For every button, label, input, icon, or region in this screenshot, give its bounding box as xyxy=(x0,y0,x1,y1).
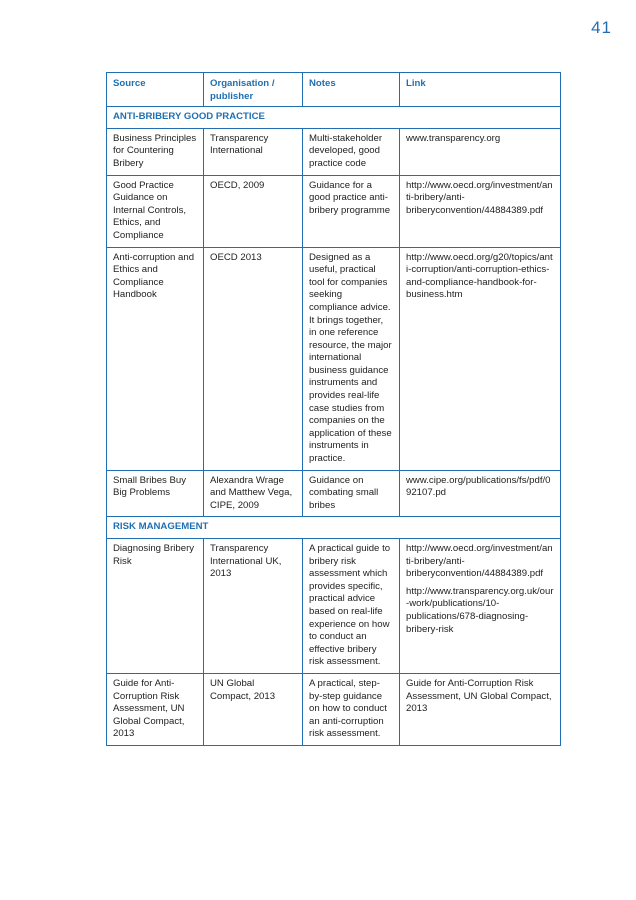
header-organisation: Organisation / publisher xyxy=(204,73,303,107)
section-row xyxy=(107,107,561,129)
header-source: Source xyxy=(107,73,204,107)
table-row xyxy=(107,128,561,175)
notes-cell: Designed as a useful, practical tool for companies seeking compliance advice. It brings together, in one reference resource, the major international business guidance instruments and provides real-life case studies from companies on the application of these instruments in practice. xyxy=(303,247,400,470)
header-notes: Notes xyxy=(303,73,400,107)
section-title: RISK MANAGEMENT xyxy=(107,517,561,539)
source-cell: Guide for Anti-Corruption Risk Assessment, UN Global Compact, 2013 xyxy=(107,673,204,745)
table-header-row xyxy=(107,73,561,107)
table-row xyxy=(107,247,561,470)
source-cell: Small Bribes Buy Big Problems xyxy=(107,470,204,517)
table-row xyxy=(107,175,561,247)
reference-link[interactable]: http://www.transparency.org.uk/our-work/publications/10-publications/678-diagnosing-bribery-risk xyxy=(406,585,554,635)
notes-cell: Guidance for a good practice anti-bribery programme xyxy=(303,175,400,247)
notes-cell: Guidance on combating small bribes xyxy=(303,470,400,517)
organisation-cell: Transparency International xyxy=(204,128,303,175)
source-cell: Diagnosing Bribery Risk xyxy=(107,539,204,674)
link-cell xyxy=(400,673,561,745)
reference-link[interactable]: http://www.oecd.org/investment/anti-bribery/anti-briberyconvention/44884389.pdf xyxy=(406,179,553,216)
notes-cell: A practical guide to bribery risk assessment which provides specific, practical advice based on real-life experience on how to conduct an effective bribery risk assessment. xyxy=(303,539,400,674)
link-cell xyxy=(400,175,561,247)
source-cell: Good Practice Guidance on Internal Controls, Ethics, and Compliance xyxy=(107,175,204,247)
table-body xyxy=(107,107,561,746)
organisation-cell: UN Global Compact, 2013 xyxy=(204,673,303,745)
notes-cell: A practical, step-by-step guidance on how to conduct an anti-corruption risk assessment. xyxy=(303,673,400,745)
link-cell xyxy=(400,470,561,517)
header-link: Link xyxy=(400,73,561,107)
source-cell: Business Principles for Countering Bribery xyxy=(107,128,204,175)
reference-link[interactable]: www.transparency.org xyxy=(406,132,501,144)
page-number: 41 xyxy=(591,18,612,37)
table-row xyxy=(107,470,561,517)
section-title: ANTI-BRIBERY GOOD PRACTICE xyxy=(107,107,561,129)
organisation-cell: OECD, 2009 xyxy=(204,175,303,247)
reference-text: Guide for Anti-Corruption Risk Assessment, UN Global Compact, 2013 xyxy=(406,677,552,715)
organisation-cell: Alexandra Wrage and Matthew Vega, CIPE, 2009 xyxy=(204,470,303,517)
source-cell: Anti-corruption and Ethics and Compliance Handbook xyxy=(107,247,204,470)
table-row xyxy=(107,539,561,674)
organisation-cell: OECD 2013 xyxy=(204,247,303,470)
reference-link[interactable]: www.cipe.org/publications/fs/pdf/092107.pd xyxy=(406,474,551,499)
organisation-cell: Transparency International UK, 2013 xyxy=(204,539,303,674)
reference-link[interactable]: http://www.oecd.org/g20/topics/anti-corruption/anti-corruption-ethics-and-compliance-handbook-for-business.htm xyxy=(406,251,553,301)
table-row xyxy=(107,673,561,745)
link-cell xyxy=(400,128,561,175)
section-row xyxy=(107,517,561,539)
link-cell xyxy=(400,539,561,674)
link-cell xyxy=(400,247,561,470)
references-table xyxy=(106,72,561,746)
reference-link[interactable]: http://www.oecd.org/investment/anti-bribery/anti-briberyconvention/44884389.pdf xyxy=(406,543,553,580)
notes-cell: Multi-stakeholder developed, good practice code xyxy=(303,128,400,175)
